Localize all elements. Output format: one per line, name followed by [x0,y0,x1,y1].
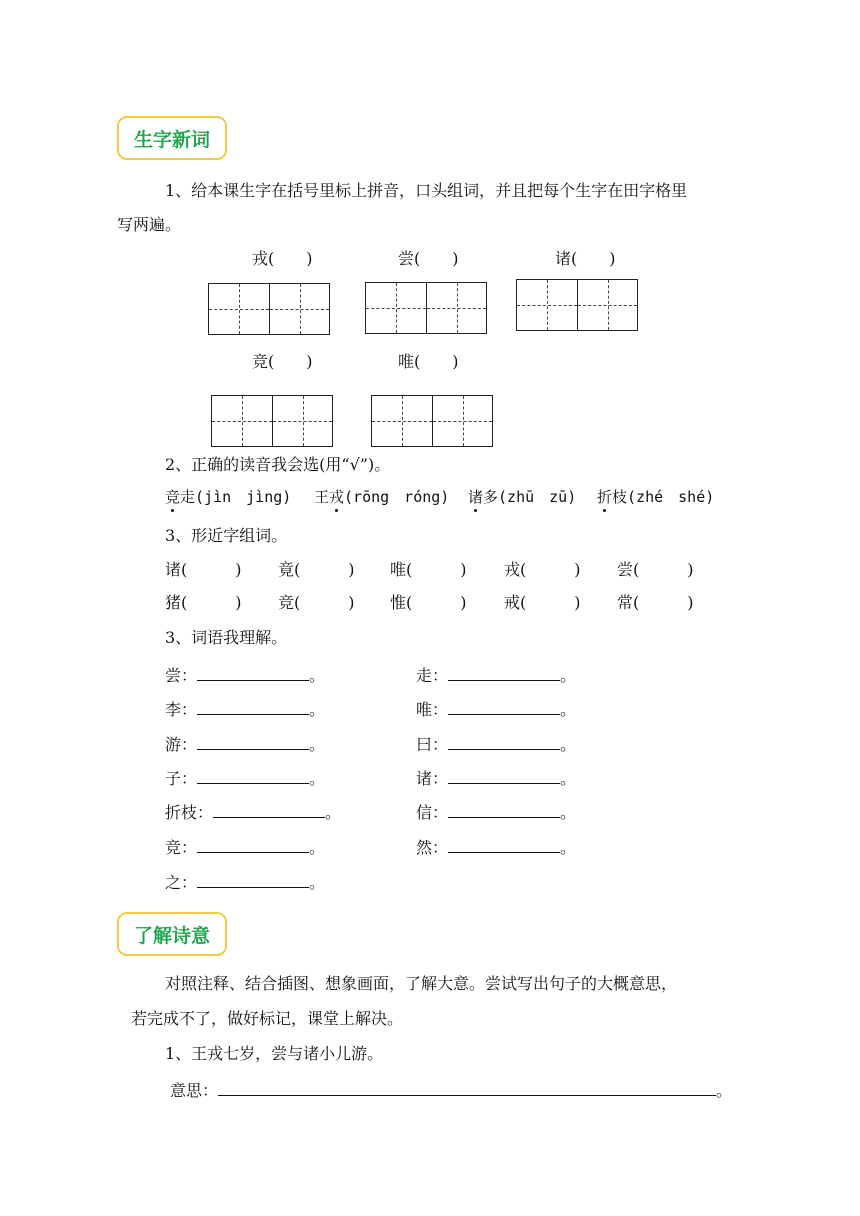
tianzi-cell[interactable] [577,280,637,330]
tianzi-grid-jing[interactable] [211,395,333,447]
word-left-5[interactable]: 折枝： 。 [165,803,342,822]
pinyin-item-1[interactable]: 竞走(jìn jìng) [165,488,292,506]
intro-line1: 对照注释、结合插图、想象画面，了解大意。尝试写出句子的大概意思， [165,974,678,993]
word-left-2[interactable]: 李： 。 [165,700,326,719]
pinyin-item-4[interactable]: 折枝(zhé shé) [597,488,715,506]
word-right-3[interactable]: 曰： 。 [416,735,577,754]
char-label-jing: 竞( ) [252,352,313,371]
question-1-line2: 写两遍。 [117,215,182,234]
similar-char-r1-1: 诸( ) [165,560,242,579]
answer-blank[interactable] [197,838,309,853]
word-right-1[interactable]: 走： 。 [416,666,577,685]
tianzi-grid-wei[interactable] [371,395,493,447]
intro-line2: 若完成不了，做好标记，课堂上解决。 [131,1009,404,1028]
similar-char-r2-5: 常( ) [617,593,694,612]
char-label-zhu: 诸( ) [555,249,616,268]
tianzi-cell[interactable] [372,396,432,446]
dotted-char: 折 [597,488,613,506]
section-title-new-words [117,116,227,160]
tianzi-cell[interactable] [432,396,492,446]
word-right-5[interactable]: 信： 。 [416,803,577,822]
similar-char-r2-4: 戒( ) [504,593,581,612]
answer-blank[interactable] [448,735,560,750]
answer-blank[interactable] [448,769,560,784]
word-left-3[interactable]: 游： 。 [165,735,326,754]
similar-char-r1-2: 竟( ) [278,560,355,579]
word-right-2[interactable]: 唯： 。 [416,700,577,719]
tianzi-cell[interactable] [366,283,426,333]
section-title-text: 生字新词 [133,128,210,151]
answer-blank[interactable] [197,700,309,715]
answer-blank[interactable] [448,803,560,818]
question-2: 2、正确的读音我会选(用“√”)。 [165,455,391,474]
answer-blank[interactable] [448,666,560,681]
word-right-6[interactable]: 然： 。 [416,838,577,857]
tianzi-grid-zhu[interactable] [516,279,638,331]
tianzi-cell[interactable] [212,396,272,446]
tianzi-grid-rong[interactable] [208,283,330,335]
dotted-char: 诸 [468,488,484,506]
section-title-poem-meaning [117,912,227,956]
char-label-wei: 唯( ) [398,352,459,371]
tianzi-cell[interactable] [272,396,332,446]
sentence-1: 1、王戎七岁，尝与诸小儿游。 [165,1044,384,1063]
question-1-line1: 1、给本课生字在括号里标上拼音，口头组词，并且把每个生字在田字格里 [165,181,688,200]
answer-blank[interactable] [448,700,560,715]
char-label-chang: 尝( ) [398,249,459,268]
tianzi-cell[interactable] [269,284,329,334]
answer-blank[interactable] [213,803,325,818]
tianzi-cell[interactable] [209,284,269,334]
tianzi-cell[interactable] [426,283,486,333]
answer-blank[interactable] [197,666,309,681]
pinyin-item-3[interactable]: 诸多(zhū zū) [468,488,577,506]
answer-blank[interactable] [448,838,560,853]
similar-char-r1-5: 尝( ) [617,560,694,579]
dotted-char: 竞 [165,488,181,506]
similar-char-r2-1: 猪( ) [165,593,242,612]
meaning-line[interactable]: 意思： 。 [170,1081,733,1100]
answer-blank[interactable] [197,769,309,784]
similar-char-r2-2: 竞( ) [278,593,355,612]
similar-char-r1-3: 唯( ) [390,560,467,579]
meaning-blank[interactable] [218,1081,716,1096]
similar-char-r1-4: 戎( ) [504,560,581,579]
similar-char-r2-3: 惟( ) [390,593,467,612]
dotted-char: 戎 [329,488,345,506]
word-left-7[interactable]: 之： 。 [165,873,326,892]
char-label-rong: 戎( ) [252,249,313,268]
pinyin-item-2[interactable]: 王戎(rōng róng) [314,488,450,506]
word-left-4[interactable]: 子： 。 [165,769,326,788]
section-title-text: 了解诗意 [133,924,210,947]
word-left-6[interactable]: 竞： 。 [165,838,326,857]
tianzi-grid-chang[interactable] [365,282,487,334]
tianzi-cell[interactable] [517,280,577,330]
answer-blank[interactable] [197,873,309,888]
question-3: 3、形近字组词。 [165,526,288,545]
answer-blank[interactable] [197,735,309,750]
word-left-1[interactable]: 尝： 。 [165,666,326,685]
word-right-4[interactable]: 诸： 。 [416,769,577,788]
question-4: 3、词语我理解。 [165,628,288,647]
